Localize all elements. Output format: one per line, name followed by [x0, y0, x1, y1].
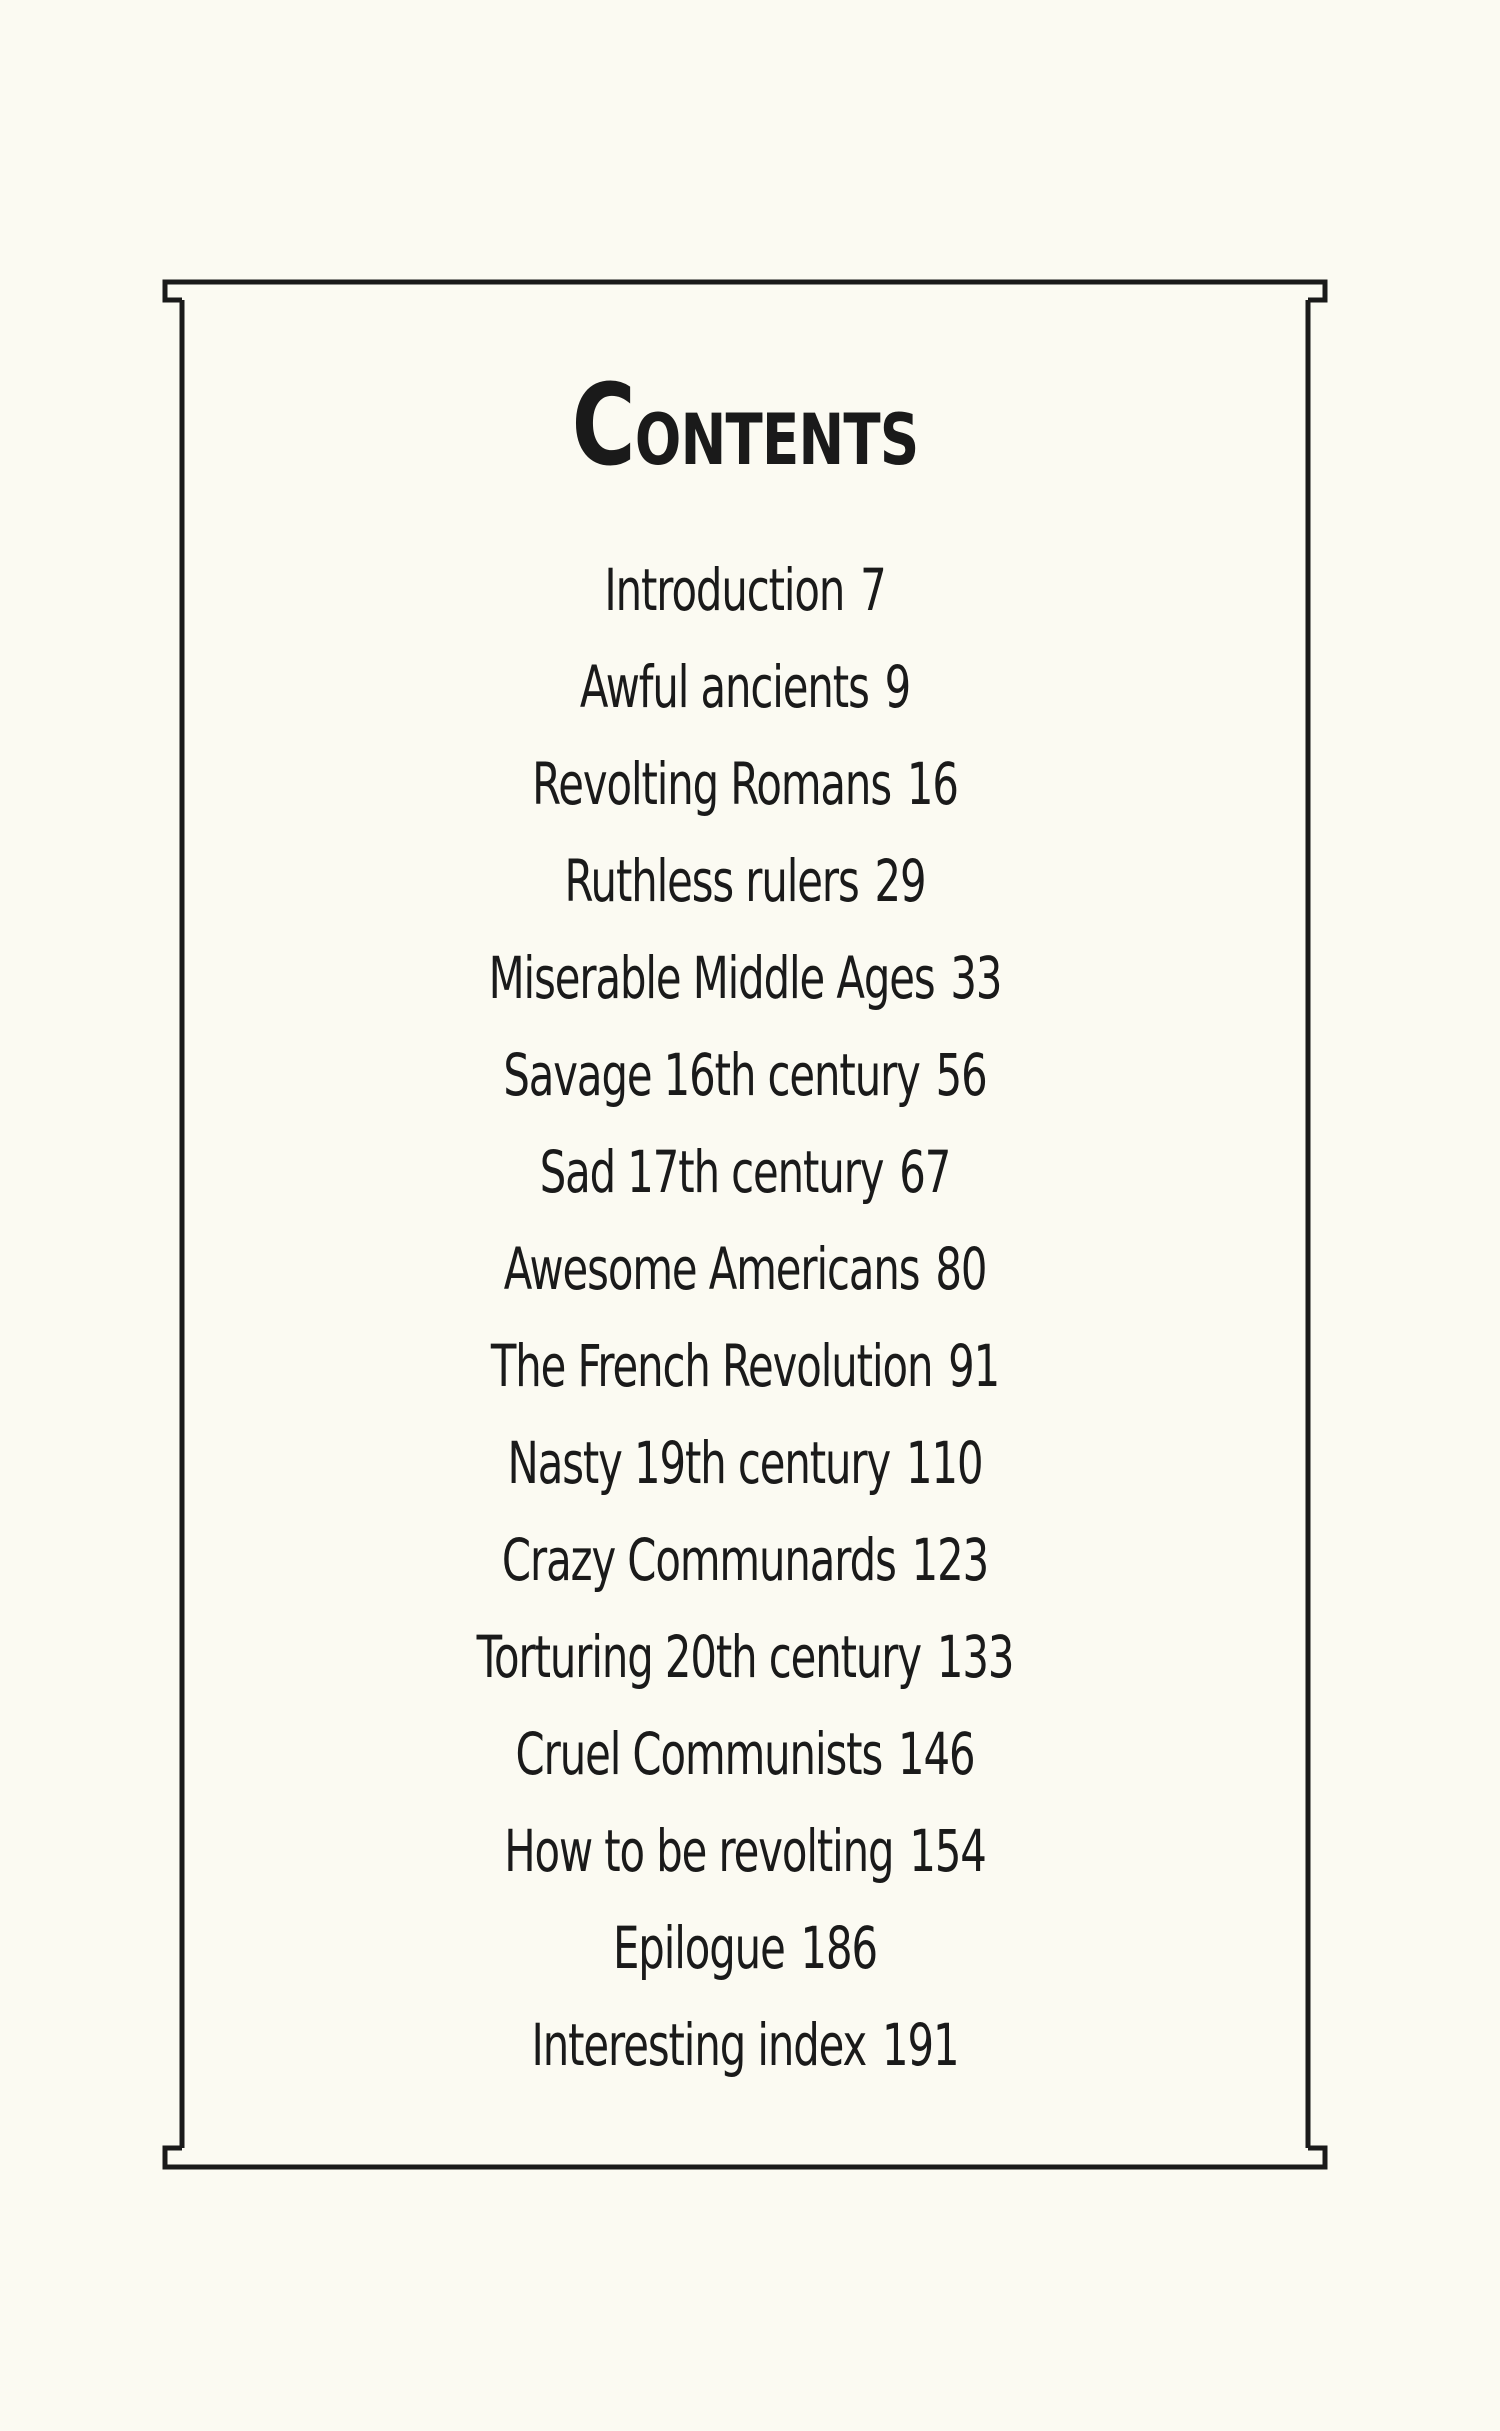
- toc-entry: [209, 1911, 1282, 2008]
- title-rest: ONTENTS: [634, 399, 919, 481]
- toc-entry: [209, 1814, 1282, 1911]
- toc-entry-page: 123: [911, 1526, 989, 1594]
- table-of-contents: [0, 553, 1490, 2105]
- toc-entry-title: How to be revolting: [504, 1817, 894, 1885]
- toc-entry: [209, 1135, 1282, 1232]
- toc-entry-title: Epilogue: [613, 1914, 785, 1982]
- toc-entry-title: Introduction: [604, 556, 845, 624]
- toc-entry: [209, 1329, 1282, 1426]
- toc-entry-title: Sad 17th century: [539, 1138, 884, 1206]
- toc-entry: [209, 1717, 1282, 1814]
- toc-entry-title: Interesting index: [531, 2011, 867, 2079]
- toc-entry-page: 67: [899, 1138, 951, 1206]
- toc-entry-page: 9: [884, 653, 911, 721]
- toc-entry-page: 191: [882, 2011, 959, 2079]
- toc-entry-title: Awful ancients: [579, 653, 869, 721]
- toc-entry-title: Torturing 20th century: [476, 1623, 922, 1691]
- toc-entry: [209, 1232, 1282, 1329]
- toc-entry-title: The French Revolution: [490, 1332, 933, 1400]
- toc-entry-title: Savage 16th century: [503, 1041, 920, 1109]
- toc-entry: [209, 844, 1282, 941]
- toc-entry-page: 146: [897, 1720, 975, 1788]
- toc-entry-page: 91: [948, 1332, 1000, 1400]
- toc-entry: [209, 1426, 1282, 1523]
- page-title: [164, 361, 1326, 491]
- toc-entry-page: 80: [935, 1235, 987, 1303]
- toc-entry: [209, 1523, 1282, 1620]
- toc-entry: [209, 1038, 1282, 1135]
- toc-entry: [209, 747, 1282, 844]
- toc-entry: [209, 941, 1282, 1038]
- toc-entry-page: 133: [936, 1623, 1014, 1691]
- toc-entry-page: 33: [950, 944, 1002, 1012]
- toc-entry: [209, 650, 1282, 747]
- toc-entry-title: Awesome Americans: [503, 1235, 920, 1303]
- toc-entry-page: 7: [860, 556, 886, 624]
- toc-entry-title: Nasty 19th century: [507, 1429, 891, 1497]
- toc-entry-page: 56: [935, 1041, 987, 1109]
- toc-entry-page: 110: [905, 1429, 983, 1497]
- toc-entry-title: Crazy Communards: [501, 1526, 896, 1594]
- toc-entry: [209, 1620, 1282, 1717]
- toc-entry: [209, 2008, 1282, 2105]
- toc-entry-page: 29: [874, 847, 926, 915]
- toc-entry-title: Miserable Middle Ages: [488, 944, 935, 1012]
- toc-entry-page: 16: [906, 750, 958, 818]
- title-initial: C: [571, 361, 635, 491]
- toc-entry-page: 154: [909, 1817, 986, 1885]
- toc-entry: [209, 553, 1282, 650]
- toc-entry-title: Cruel Communists: [515, 1720, 883, 1788]
- toc-entry-page: 186: [800, 1914, 877, 1982]
- toc-entry-title: Ruthless rulers: [564, 847, 859, 915]
- toc-entry-title: Revolting Romans: [532, 750, 892, 818]
